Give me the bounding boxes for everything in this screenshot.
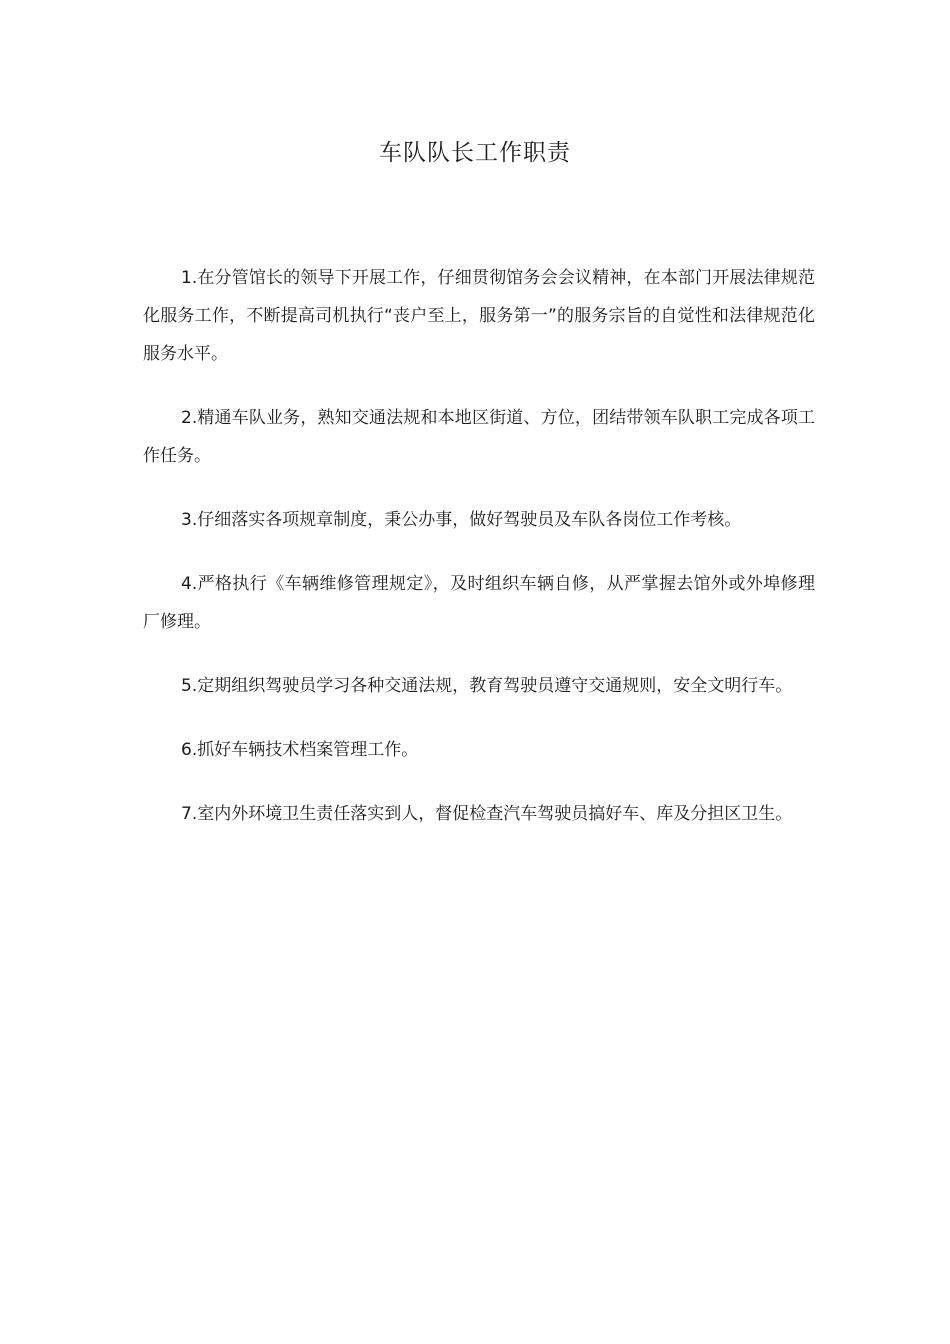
duty-paragraph-1: 1.在分管馆长的领导下开展工作，仔细贯彻馆务会会议精神，在本部门开展法律规范化服务工作，不断提高司机执行“丧户至上，服务第一”的服务宗旨的自觉性和法律规范化服务水平。 xyxy=(143,268,815,364)
duty-paragraph-5: 5.定期组织驾驶员学习各种交通法规，教育驾驶员遵守交通规则，安全文明行车。 xyxy=(181,676,793,696)
document-body xyxy=(143,259,815,859)
duty-paragraph-6: 6.抓好车辆技术档案管理工作。 xyxy=(181,740,419,760)
duty-paragraph-3: 3.仔细落实各项规章制度，秉公办事，做好驾驶员及车队各岗位工作考核。 xyxy=(181,510,742,530)
duty-paragraph-7: 7.室内外环境卫生责任落实到人，督促检查汽车驾驶员搞好车、库及分担区卫生。 xyxy=(181,804,793,824)
document-title: 车队队长工作职责 xyxy=(379,140,571,166)
duty-paragraph-2: 2.精通车队业务，熟知交通法规和本地区街道、方位，团结带领车队职工完成各项工作任务。 xyxy=(143,408,815,466)
duty-paragraph-4: 4.严格执行《车辆维修管理规定》，及时组织车辆自修，从严掌握去馆外或外埠修理厂修理。 xyxy=(143,574,815,632)
